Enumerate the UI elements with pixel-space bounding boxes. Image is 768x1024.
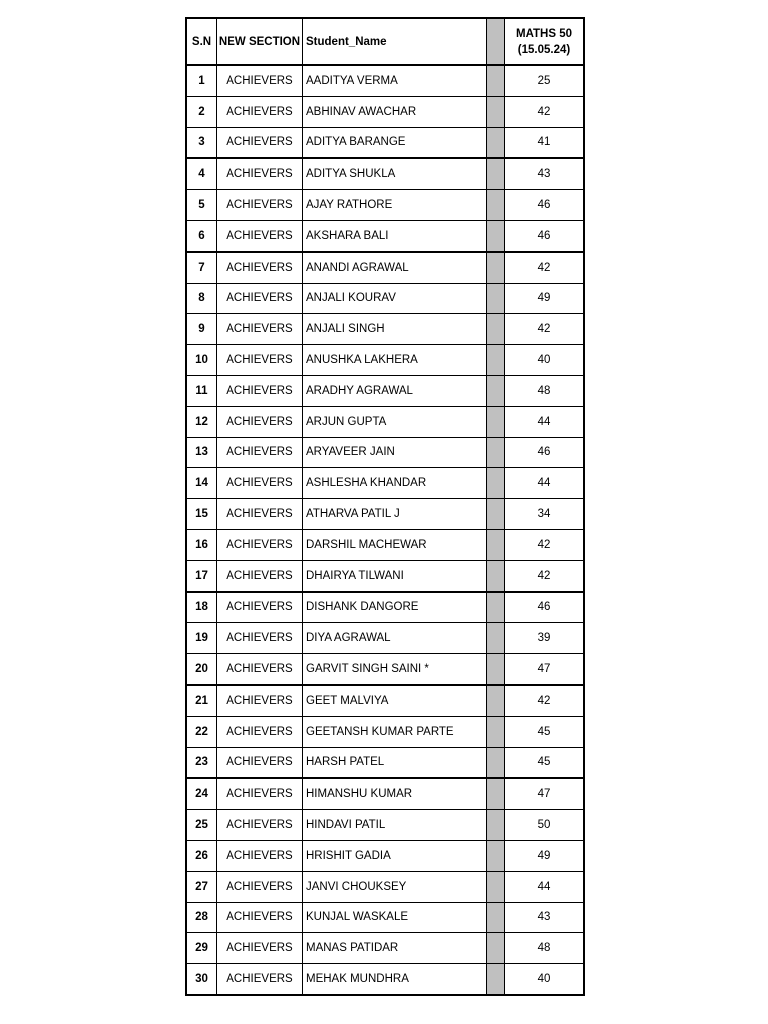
cell-sn: 27 [186,871,217,902]
cell-gap [487,623,505,654]
cell-student-name: GARVIT SINGH SAINI * [303,654,487,685]
cell-section: ACHIEVERS [217,96,303,127]
cell-sn: 10 [186,345,217,376]
cell-student-name: AKSHARA BALI [303,220,487,251]
cell-student-name: DIYA AGRAWAL [303,623,487,654]
cell-section: ACHIEVERS [217,933,303,964]
cell-gap [487,345,505,376]
cell-maths-marks: 42 [505,529,585,560]
cell-maths-marks: 40 [505,964,585,995]
cell-sn: 24 [186,778,217,809]
table-row [186,283,584,314]
cell-student-name: HRISHIT GADIA [303,840,487,871]
cell-sn: 11 [186,375,217,406]
table-row [186,716,584,747]
cell-section: ACHIEVERS [217,220,303,251]
cell-sn: 14 [186,468,217,499]
cell-sn: 29 [186,933,217,964]
table-row [186,778,584,809]
cell-maths-marks: 44 [505,871,585,902]
cell-maths-marks: 44 [505,468,585,499]
cell-student-name: HARSH PATEL [303,747,487,778]
cell-maths-marks: 48 [505,933,585,964]
cell-student-name: DARSHIL MACHEWAR [303,529,487,560]
cell-section: ACHIEVERS [217,499,303,530]
cell-section: ACHIEVERS [217,716,303,747]
table-row [186,933,584,964]
header-student-name: Student_Name [303,18,487,65]
cell-gap [487,810,505,841]
table-row [186,529,584,560]
cell-sn: 1 [186,65,217,96]
table-row [186,902,584,933]
cell-sn: 26 [186,840,217,871]
cell-maths-marks: 49 [505,840,585,871]
cell-student-name: MANAS PATIDAR [303,933,487,964]
cell-gap [487,529,505,560]
cell-section: ACHIEVERS [217,252,303,283]
table-row [186,810,584,841]
cell-section: ACHIEVERS [217,406,303,437]
cell-sn: 4 [186,158,217,189]
table-row [186,314,584,345]
cell-section: ACHIEVERS [217,65,303,96]
cell-section: ACHIEVERS [217,964,303,995]
cell-sn: 2 [186,96,217,127]
cell-student-name: AJAY RATHORE [303,190,487,221]
table-row [186,654,584,685]
cell-maths-marks: 43 [505,902,585,933]
cell-gap [487,468,505,499]
cell-maths-marks: 40 [505,345,585,376]
cell-gap [487,437,505,468]
cell-section: ACHIEVERS [217,283,303,314]
cell-student-name: GEET MALVIYA [303,685,487,716]
cell-section: ACHIEVERS [217,654,303,685]
cell-gap [487,933,505,964]
header-maths-title: MATHS 50 [515,27,573,40]
cell-section: ACHIEVERS [217,685,303,716]
header-row [186,18,584,65]
cell-maths-marks: 42 [505,314,585,345]
table-row [186,560,584,591]
cell-gap [487,871,505,902]
cell-gap [487,220,505,251]
cell-maths-marks: 45 [505,716,585,747]
cell-maths-marks: 46 [505,592,585,623]
table-row [186,499,584,530]
cell-section: ACHIEVERS [217,778,303,809]
table-row [186,127,584,158]
cell-sn: 18 [186,592,217,623]
cell-student-name: KUNJAL WASKALE [303,902,487,933]
table-row [186,871,584,902]
cell-section: ACHIEVERS [217,871,303,902]
cell-maths-marks: 44 [505,406,585,437]
cell-maths-marks: 25 [505,65,585,96]
cell-section: ACHIEVERS [217,437,303,468]
cell-student-name: DHAIRYA TILWANI [303,560,487,591]
cell-maths-marks: 46 [505,220,585,251]
cell-maths-marks: 39 [505,623,585,654]
cell-gap [487,65,505,96]
cell-maths-marks: 45 [505,747,585,778]
cell-student-name: ARYAVEER JAIN [303,437,487,468]
cell-gap [487,685,505,716]
cell-gap [487,158,505,189]
cell-maths-marks: 48 [505,375,585,406]
cell-gap [487,252,505,283]
cell-gap [487,283,505,314]
marks-table [185,17,585,996]
cell-section: ACHIEVERS [217,840,303,871]
header-maths-date: (15.05.24) [517,43,571,56]
table-row [186,437,584,468]
table-row [186,375,584,406]
cell-student-name: ABHINAV AWACHAR [303,96,487,127]
header-section: NEW SECTION [217,18,303,65]
cell-gap [487,127,505,158]
table-row [186,623,584,654]
cell-gap [487,375,505,406]
cell-section: ACHIEVERS [217,468,303,499]
cell-maths-marks: 42 [505,96,585,127]
table-row [186,96,584,127]
cell-maths-marks: 50 [505,810,585,841]
cell-gap [487,840,505,871]
cell-gap [487,190,505,221]
cell-sn: 16 [186,529,217,560]
cell-sn: 19 [186,623,217,654]
cell-gap [487,778,505,809]
cell-student-name: MEHAK MUNDHRA [303,964,487,995]
cell-section: ACHIEVERS [217,747,303,778]
cell-gap [487,96,505,127]
cell-sn: 9 [186,314,217,345]
table-row [186,592,584,623]
cell-section: ACHIEVERS [217,190,303,221]
table-row [186,158,584,189]
table-row [186,685,584,716]
table-row [186,345,584,376]
cell-section: ACHIEVERS [217,810,303,841]
table-row [186,252,584,283]
cell-gap [487,499,505,530]
cell-sn: 12 [186,406,217,437]
cell-maths-marks: 49 [505,283,585,314]
cell-sn: 23 [186,747,217,778]
cell-student-name: GEETANSH KUMAR PARTE [303,716,487,747]
table-row [186,964,584,995]
cell-gap [487,560,505,591]
cell-sn: 17 [186,560,217,591]
cell-student-name: ADITYA BARANGE [303,127,487,158]
cell-section: ACHIEVERS [217,902,303,933]
cell-gap [487,964,505,995]
table-row [186,406,584,437]
cell-sn: 7 [186,252,217,283]
cell-maths-marks: 47 [505,778,585,809]
cell-maths-marks: 42 [505,252,585,283]
cell-maths-marks: 41 [505,127,585,158]
cell-student-name: ANJALI SINGH [303,314,487,345]
cell-student-name: ANJALI KOURAV [303,283,487,314]
cell-sn: 3 [186,127,217,158]
cell-maths-marks: 47 [505,654,585,685]
cell-section: ACHIEVERS [217,314,303,345]
cell-section: ACHIEVERS [217,623,303,654]
cell-student-name: ADITYA SHUKLA [303,158,487,189]
cell-student-name: ASHLESHA KHANDAR [303,468,487,499]
cell-gap [487,592,505,623]
cell-sn: 30 [186,964,217,995]
header-sn: S.N [186,18,217,65]
table-row [186,468,584,499]
cell-section: ACHIEVERS [217,158,303,189]
cell-sn: 20 [186,654,217,685]
cell-student-name: ANUSHKA LAKHERA [303,345,487,376]
cell-section: ACHIEVERS [217,127,303,158]
cell-section: ACHIEVERS [217,560,303,591]
cell-student-name: HIMANSHU KUMAR [303,778,487,809]
table-row [186,220,584,251]
header-gap-column [487,18,505,65]
cell-maths-marks: 42 [505,685,585,716]
cell-gap [487,716,505,747]
cell-maths-marks: 46 [505,437,585,468]
cell-sn: 28 [186,902,217,933]
cell-maths-marks: 42 [505,560,585,591]
cell-sn: 5 [186,190,217,221]
cell-maths-marks: 34 [505,499,585,530]
cell-student-name: JANVI CHOUKSEY [303,871,487,902]
cell-sn: 6 [186,220,217,251]
cell-sn: 8 [186,283,217,314]
cell-student-name: ANANDI AGRAWAL [303,252,487,283]
cell-maths-marks: 43 [505,158,585,189]
cell-student-name: HINDAVI PATIL [303,810,487,841]
cell-student-name: ATHARVA PATIL J [303,499,487,530]
cell-section: ACHIEVERS [217,529,303,560]
cell-sn: 13 [186,437,217,468]
cell-sn: 25 [186,810,217,841]
cell-section: ACHIEVERS [217,345,303,376]
cell-sn: 22 [186,716,217,747]
table-row [186,190,584,221]
cell-gap [487,747,505,778]
cell-sn: 21 [186,685,217,716]
cell-section: ACHIEVERS [217,375,303,406]
cell-section: ACHIEVERS [217,592,303,623]
table-row [186,747,584,778]
cell-student-name: ARJUN GUPTA [303,406,487,437]
table-body [186,65,584,995]
cell-student-name: AADITYA VERMA [303,65,487,96]
cell-gap [487,902,505,933]
cell-sn: 15 [186,499,217,530]
cell-gap [487,654,505,685]
cell-gap [487,314,505,345]
cell-student-name: ARADHY AGRAWAL [303,375,487,406]
cell-gap [487,406,505,437]
table-row [186,65,584,96]
header-maths [505,18,585,65]
cell-student-name: DISHANK DANGORE [303,592,487,623]
table-row [186,840,584,871]
cell-maths-marks: 46 [505,190,585,221]
